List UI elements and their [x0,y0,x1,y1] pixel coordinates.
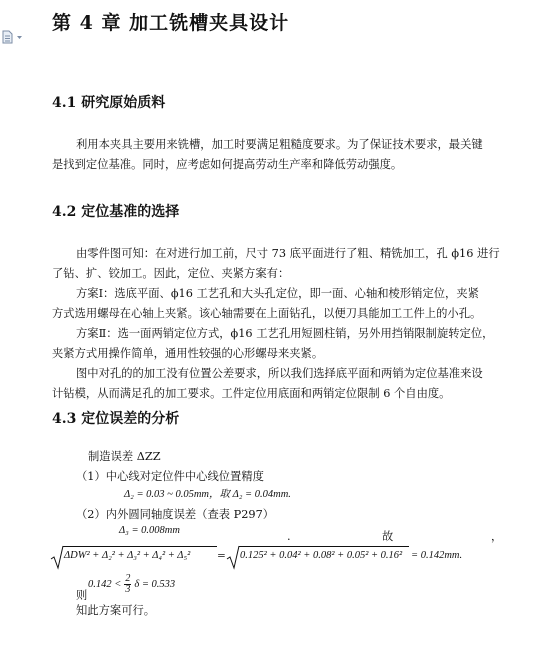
paragraph-line: 了钻、扩、铰加工。因此，定位、夹紧方案有： [52,267,290,280]
list-item: （1）中心线对定位件中心线位置精度 [76,470,264,483]
paragraph-line: 方案Ⅱ：选一面两销定位方式，ϕ16 工艺孔用短圆柱销，另外用挡销限制旋转定位， [76,327,494,340]
formula: Δ₃ = 0.008mm [119,525,180,536]
sqrt-sign [50,544,64,570]
comma: ， [491,530,503,543]
section-heading-4-2: 4.2 定位基准的选择 [52,204,180,220]
ineq-left: 0.142 < [88,578,122,590]
section-heading-4-3: 4.3 定位误差的分析 [52,411,180,427]
fraction [124,574,131,595]
list-item: （2）内外圆同轴度误差（查表 P297） [76,508,275,521]
inequality [88,574,175,595]
document-icon[interactable] [2,30,24,44]
paragraph-line: 方式选用螺母在心轴上夹紧。该心轴需要在上面钻孔，以便刀具能加工工件上的小孔。 [52,307,482,320]
equals: = [217,550,226,562]
paragraph-line: 方案Ⅰ：选底平面、ϕ16 工艺孔和大头孔定位，即一面、心轴和棱形销定位，夹紧 [76,287,479,300]
sqrt-rhs: 0.125² + 0.04² + 0.08² + 0.05² + 0.16² [240,550,403,561]
dot: . [287,530,291,543]
paragraph-line: 由零件图可知：在对进行加工前，尺寸 73 底平面进行了粗、精铣加工，孔 ϕ16 进行 [76,247,500,260]
chapter-title: 第 4 章 加工铣槽夹具设计 [52,12,290,34]
paragraph-line: 利用本夹具主要用来铣槽，加工时要满足粗糙度要求。为了保证技术要求，最关键 [76,138,483,151]
error-label: 制造误差 ΔZZ [88,450,161,463]
sqrt-sign [226,544,240,570]
paragraph-line: 图中对孔的的加工没有位置公差要求，所以我们选择底平面和两销为定位基准来设 [76,367,483,380]
sqrt-result: = 0.142mm. [411,550,463,561]
sqrt-lhs: ΔDW² + Δ₂² + Δ₃² + Δ₄² + Δ₅² [64,550,191,561]
conclusion: 知此方案可行。 [76,604,156,617]
text-gu: 故 [382,530,394,543]
fraction-denominator: 3 [125,584,131,595]
paragraph-line: 是找到定位基准。同时，应考虑如何提高劳动生产率和降低劳动强度。 [52,158,403,171]
section-heading-4-1: 4.1 研究原始质料 [52,95,166,111]
text-ze: 则 [76,589,88,602]
formula: Δ₂ = 0.03 ~ 0.05mm，取 Δ₂ = 0.04mm. [124,489,291,500]
fraction-numerator: 2 [125,573,131,584]
paragraph-line: 计钻模，从而满足孔的加工要求。工件定位用底面和两销定位限制 6 个自由度。 [52,387,451,400]
paragraph-line: 夹紧方式用操作简单，通用性较强的心形螺母来夹紧。 [52,347,324,360]
ineq-right: δ = 0.533 [134,578,176,590]
